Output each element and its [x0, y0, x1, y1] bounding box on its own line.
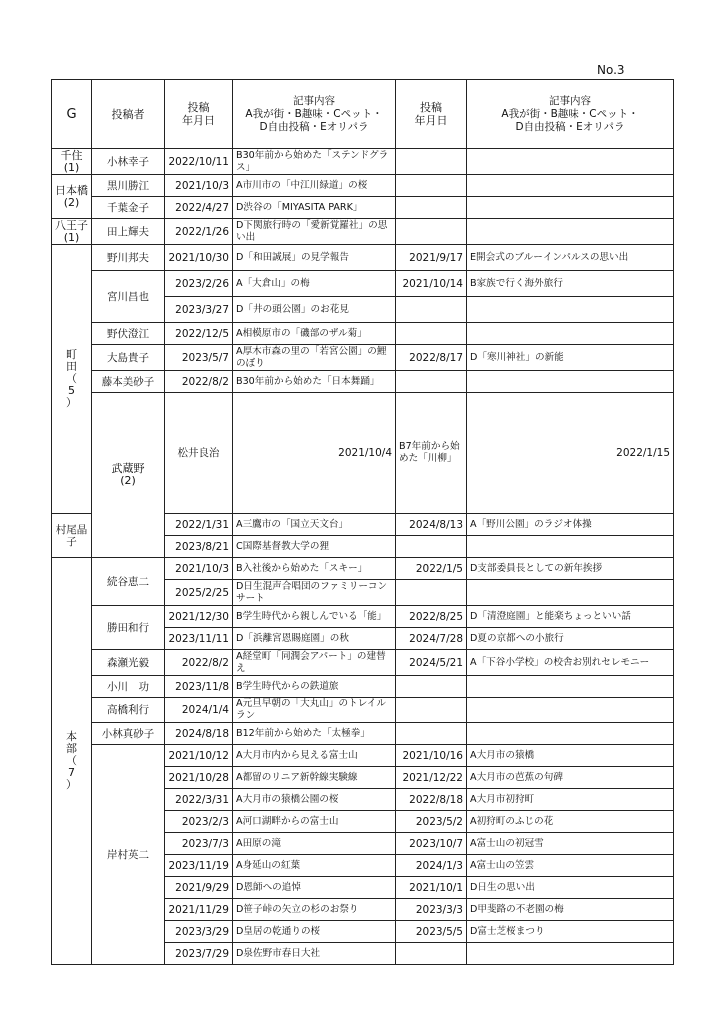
table-row — [52, 393, 674, 514]
article-content — [467, 323, 674, 345]
post-date: 2024/8/13 — [396, 514, 467, 536]
article-content: D支部委員長としての新年挨拶 — [467, 558, 674, 580]
post-date: 2023/11/19 — [165, 855, 233, 877]
post-date: 2023/3/29 — [165, 921, 233, 943]
table-row — [52, 650, 674, 676]
article-content: A「下谷小学校」の校舎お別れセレモニー — [467, 650, 674, 676]
article-content: D「清澄庭園」と能楽ちょっといい話 — [467, 606, 674, 628]
article-content — [467, 197, 674, 219]
article-content — [467, 371, 674, 393]
post-date: 2023/8/21 — [165, 536, 233, 558]
article-content — [467, 723, 674, 745]
article-content: A相模原市の「磯部のザル菊」 — [233, 323, 396, 345]
article-content: D富士芝桜まつり — [467, 921, 674, 943]
article-content: A富士山の初冠雪 — [467, 833, 674, 855]
article-content: A市川市の「中江川緑道」の桜 — [233, 175, 396, 197]
post-date — [396, 580, 467, 606]
post-date: 2021/10/28 — [165, 767, 233, 789]
post-date: 2022/8/2 — [165, 371, 233, 393]
article-content: D皇居の乾通りの桜 — [233, 921, 396, 943]
header-poster: 投稿者 — [92, 80, 165, 149]
post-date: 2023/11/11 — [165, 628, 233, 650]
post-date — [396, 943, 467, 965]
post-date: 2025/2/25 — [165, 580, 233, 606]
article-content: A三鷹市の「国立天文台」 — [233, 514, 396, 536]
post-date: 2022/12/5 — [165, 323, 233, 345]
group-honbu: 本 部 （ 7 ） — [52, 558, 92, 965]
post-date: 2023/10/7 — [396, 833, 467, 855]
post-date: 2024/8/18 — [165, 723, 233, 745]
post-date — [396, 175, 467, 197]
poster-name: 小林幸子 — [92, 149, 165, 175]
article-content: D笹子峠の矢立の杉のお祭り — [233, 899, 396, 921]
table-row — [52, 245, 674, 271]
post-date: 2023/5/7 — [165, 345, 233, 371]
article-content: A大月市の芭蕉の句碑 — [467, 767, 674, 789]
article-content — [467, 943, 674, 965]
post-date: 2021/12/22 — [396, 767, 467, 789]
post-date: 2023/2/26 — [165, 271, 233, 297]
article-content: B7年前から始めた「川柳」 — [396, 393, 467, 514]
post-date: 2022/10/11 — [165, 149, 233, 175]
post-date — [396, 698, 467, 723]
header-date-2: 投稿 年月日 — [396, 80, 467, 149]
header-content-1: 記事内容 A我が街・B趣味・Cペット・ D自由投稿・Eオリパラ — [233, 80, 396, 149]
article-content: B12年前から始めた「太極拳」 — [233, 723, 396, 745]
post-date: 2021/11/29 — [165, 899, 233, 921]
post-date — [396, 676, 467, 698]
article-content: D「井の頭公園」のお花見 — [233, 297, 396, 323]
article-content — [467, 698, 674, 723]
article-content: B30年前から始めた「ステンドグラス」 — [233, 149, 396, 175]
post-date: 2023/7/3 — [165, 833, 233, 855]
article-content: D下関旅行時の「愛新覚羅社」の思い出 — [233, 219, 396, 245]
table-row — [52, 698, 674, 723]
article-content: A大月市の猿橋 — [467, 745, 674, 767]
post-date: 2023/7/29 — [165, 943, 233, 965]
post-date: 2024/1/3 — [396, 855, 467, 877]
poster-name: 小林真砂子 — [92, 723, 165, 745]
post-date — [396, 536, 467, 558]
article-content: D渋谷の「MIYASITA PARK」 — [233, 197, 396, 219]
group-nihonbashi: 日本橋 (2) — [52, 175, 92, 219]
post-date — [396, 723, 467, 745]
article-content: D泉佐野市春日大社 — [233, 943, 396, 965]
post-date: 2021/9/29 — [165, 877, 233, 899]
poster-name: 千葉金子 — [92, 197, 165, 219]
post-date: 2024/5/21 — [396, 650, 467, 676]
article-content: D「浜離宮恩賜庭園」の秋 — [233, 628, 396, 650]
article-content — [467, 676, 674, 698]
article-content: A「大倉山」の梅 — [233, 271, 396, 297]
article-content: D恩師への追悼 — [233, 877, 396, 899]
post-date — [396, 297, 467, 323]
article-content: A大月市内から見える富士山 — [233, 745, 396, 767]
poster-name: 村尾晶子 — [52, 514, 92, 558]
poster-name: 小川 功 — [92, 676, 165, 698]
group-hachioji: 八王子 (1) — [52, 219, 92, 245]
post-date: 2023/11/8 — [165, 676, 233, 698]
post-date: 2021/10/14 — [396, 271, 467, 297]
post-date: 2024/1/4 — [165, 698, 233, 723]
article-content: A初狩町のふじの花 — [467, 811, 674, 833]
poster-name: 野川邦夫 — [92, 245, 165, 271]
post-date: 2022/8/17 — [396, 345, 467, 371]
poster-name: 宮川昌也 — [92, 271, 165, 323]
group-musashino: 武蔵野 (2) — [92, 393, 165, 558]
post-date: 2022/1/5 — [396, 558, 467, 580]
article-content: B学生時代からの鉄道旅 — [233, 676, 396, 698]
article-content: B家族で行く海外旅行 — [467, 271, 674, 297]
article-content: A厚木市森の里の「若宮公園」の鯉のぼり — [233, 345, 396, 371]
article-content: A経堂町「同潤会アパート」の建替え — [233, 650, 396, 676]
table-row — [52, 558, 674, 580]
table-row — [52, 371, 674, 393]
article-content: A身延山の紅葉 — [233, 855, 396, 877]
poster-name: 森瀬光毅 — [92, 650, 165, 676]
post-date: 2023/2/3 — [165, 811, 233, 833]
article-content: D日生混声合唱団のファミリーコンサート — [233, 580, 396, 606]
post-date: 2022/3/31 — [165, 789, 233, 811]
article-content — [467, 175, 674, 197]
poster-name: 勝田和行 — [92, 606, 165, 650]
poster-name: 岸村英二 — [92, 745, 165, 965]
post-date: 2022/1/15 — [467, 393, 674, 514]
poster-name: 高橋利行 — [92, 698, 165, 723]
article-content: A河口湖畔からの富士山 — [233, 811, 396, 833]
article-content: A田原の滝 — [233, 833, 396, 855]
article-content — [467, 536, 674, 558]
page-number: No.3 — [597, 63, 625, 77]
post-date: 2021/10/1 — [396, 877, 467, 899]
article-content: D「和田誠展」の見学報告 — [233, 245, 396, 271]
poster-name: 続谷恵二 — [92, 558, 165, 606]
article-content — [467, 149, 674, 175]
post-date — [396, 149, 467, 175]
article-content — [467, 580, 674, 606]
table-row — [52, 323, 674, 345]
table-row — [52, 175, 674, 197]
post-date: 2021/10/4 — [233, 393, 396, 514]
header-content-2: 記事内容 A我が街・B趣味・Cペット・ D自由投稿・Eオリパラ — [467, 80, 674, 149]
post-date — [396, 323, 467, 345]
post-date: 2023/3/27 — [165, 297, 233, 323]
article-content: B学生時代から親しんでいる「能」 — [233, 606, 396, 628]
post-date: 2021/10/16 — [396, 745, 467, 767]
post-date: 2021/10/3 — [165, 175, 233, 197]
article-content: A大月市初狩町 — [467, 789, 674, 811]
post-date — [396, 219, 467, 245]
post-date: 2022/1/26 — [165, 219, 233, 245]
table-row — [52, 745, 674, 767]
poster-name: 大島貴子 — [92, 345, 165, 371]
article-content: D甲斐路の不老園の梅 — [467, 899, 674, 921]
poster-name: 藤本美砂子 — [92, 371, 165, 393]
poster-name: 田上輝夫 — [92, 219, 165, 245]
article-content: B入社後から始めた「スキー」 — [233, 558, 396, 580]
table-row — [52, 676, 674, 698]
header-group: G — [52, 80, 92, 149]
post-date: 2023/5/5 — [396, 921, 467, 943]
post-date: 2021/10/12 — [165, 745, 233, 767]
article-content: D日生の思い出 — [467, 877, 674, 899]
post-date: 2022/1/31 — [165, 514, 233, 536]
article-content: E開会式のブルーインパルスの思い出 — [467, 245, 674, 271]
post-date: 2022/4/27 — [165, 197, 233, 219]
post-date: 2023/3/3 — [396, 899, 467, 921]
poster-name: 野伏澄江 — [92, 323, 165, 345]
poster-name: 黒川勝江 — [92, 175, 165, 197]
article-content: B30年前から始めた「日本舞踊」 — [233, 371, 396, 393]
post-date: 2022/8/18 — [396, 789, 467, 811]
article-content — [467, 219, 674, 245]
post-date — [396, 197, 467, 219]
post-date: 2024/7/28 — [396, 628, 467, 650]
post-date: 2022/8/25 — [396, 606, 467, 628]
article-content: D夏の京都への小旅行 — [467, 628, 674, 650]
article-content: A富士山の笠雲 — [467, 855, 674, 877]
post-date: 2021/10/30 — [165, 245, 233, 271]
header-date-1: 投稿 年月日 — [165, 80, 233, 149]
post-date: 2021/10/3 — [165, 558, 233, 580]
article-content: C国際基督教大学の狸 — [233, 536, 396, 558]
posting-log-table — [51, 79, 674, 965]
poster-name: 松井良治 — [165, 393, 233, 514]
post-date: 2021/9/17 — [396, 245, 467, 271]
article-content: A都留のリニア新幹線実験線 — [233, 767, 396, 789]
table-row — [52, 149, 674, 175]
group-machida: 町 田 （ 5 ） — [52, 245, 92, 514]
table-row — [52, 345, 674, 371]
table-row — [52, 723, 674, 745]
table-row — [52, 606, 674, 628]
table-row — [52, 271, 674, 297]
post-date: 2023/5/2 — [396, 811, 467, 833]
article-content: A大月市の猿橋公園の桜 — [233, 789, 396, 811]
table-row — [52, 197, 674, 219]
article-content: A元旦早朝の「大丸山」のトレイルラン — [233, 698, 396, 723]
table-row — [52, 219, 674, 245]
article-content — [467, 297, 674, 323]
group-senju: 千住 (1) — [52, 149, 92, 175]
post-date — [396, 371, 467, 393]
post-date: 2021/12/30 — [165, 606, 233, 628]
article-content: A「野川公園」のラジオ体操 — [467, 514, 674, 536]
post-date: 2022/8/2 — [165, 650, 233, 676]
article-content: D「寒川神社」の新能 — [467, 345, 674, 371]
